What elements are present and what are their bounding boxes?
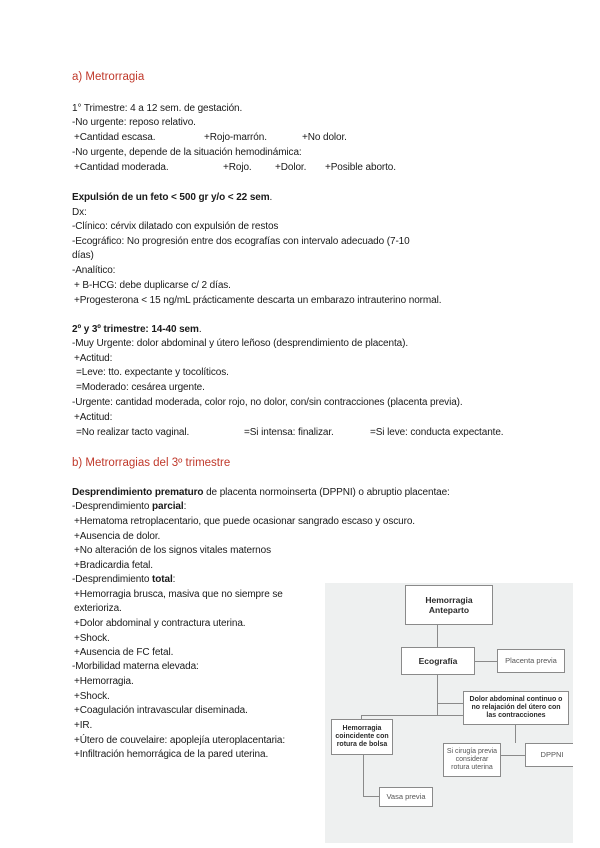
parcial-bold: parcial	[152, 501, 184, 512]
sign-posible-aborto: +Posible aborto.	[325, 162, 396, 173]
morbilidad-item-3: +Coagulación intravascular diseminada.	[74, 705, 248, 716]
parcial-item-1: +Hematoma retroplacentario, que puede ocasionar sangrado escaso y oscuro.	[74, 516, 415, 527]
dppni-line	[72, 486, 450, 500]
trimestre23-title	[72, 323, 202, 337]
parcial-pre: -Desprendimiento	[72, 501, 153, 512]
total-item-4: +Ausencia de FC fetal.	[74, 647, 174, 658]
flow-box-dolor-abdominal: Dolor abdominal continuo o no relajación del útero con las contracciones	[463, 691, 569, 725]
dx-ecografico: -Ecográfico: No progresión entre dos ecografías con intervalo adecuado (7-10	[72, 236, 410, 247]
morbilidad-item-1: +Hemorragia.	[74, 676, 134, 687]
parcial-item-2: +Ausencia de dolor.	[74, 531, 161, 542]
flow-box-hemorragia-bolsa: Hemorragia coincidente con rotura de bolsa	[331, 719, 393, 755]
actitud-2-row	[76, 426, 503, 440]
connector-line	[515, 723, 516, 743]
morbilidad-item-6: +Infiltración hemorrágica de la pared uterina.	[74, 749, 269, 760]
total-item-3: +Shock.	[74, 633, 110, 644]
connector-line	[437, 675, 438, 715]
total-post: :	[172, 574, 176, 585]
morbilidad-item-4: +IR.	[74, 720, 93, 731]
moderate-signs-row	[74, 161, 396, 175]
flow-box-si-cirugia: Si cirugía previa considerar rotura uterina	[443, 743, 501, 777]
muy-urgente-line: -Muy Urgente: dolor abdominal y útero leñoso (desprendimiento de placenta).	[72, 338, 409, 349]
dx-ecografico-cont: días)	[72, 250, 94, 261]
morbilidad-item-5: +Útero de couvelaire: apoplejía uteroplacentaria:	[74, 735, 286, 746]
parcial-heading	[72, 500, 186, 514]
actitud-1: +Actitud:	[74, 353, 113, 364]
no-urgente-hemodinamica: -No urgente, depende de la situación hemodinámica:	[72, 147, 302, 158]
connector-line	[437, 703, 463, 704]
actitud-2: +Actitud:	[74, 412, 113, 423]
hemorragia-anteparto-flowchart	[325, 583, 573, 843]
flow-box-ecografia: Ecografía	[401, 647, 475, 675]
connector-line	[361, 715, 471, 716]
expulsion-title	[72, 191, 272, 205]
dx-label: Dx:	[72, 207, 87, 218]
connector-line	[437, 625, 438, 647]
dppni-rest: de placenta normoinserta (DPPNI) o abruptio placentae:	[203, 487, 450, 498]
total-bold: total	[152, 574, 173, 585]
sign-cantidad-escasa: +Cantidad escasa.	[74, 132, 156, 143]
morbilidad-heading: -Morbilidad materna elevada:	[72, 661, 199, 672]
flow-box-hemorragia-anteparto: Hemorragia Anteparto	[405, 585, 493, 625]
morbilidad-item-2: +Shock.	[74, 691, 110, 702]
sign-rojo-marron: +Rojo-marrón.	[204, 132, 267, 143]
section-a-title: a) Metrorragia	[72, 71, 145, 83]
expulsion-title-bold: Expulsión de un feto < 500 gr y/o < 22 sem	[72, 192, 270, 203]
total-pre: -Desprendimiento	[72, 574, 153, 585]
expulsion-title-tail: .	[269, 192, 273, 203]
dx-analitico: -Analítico:	[72, 265, 116, 276]
dx-bhcg: + B-HCG: debe duplicarse c/ 2 días.	[74, 280, 231, 291]
si-intensa-finalizar: =Si intensa: finalizar.	[244, 427, 334, 438]
sign-cantidad-moderada: +Cantidad moderada.	[74, 162, 169, 173]
total-item-2: +Dolor abdominal y contractura uterina.	[74, 618, 246, 629]
connector-line	[363, 796, 379, 797]
connector-line	[500, 755, 526, 756]
flow-box-placenta-previa: Placenta previa	[497, 649, 565, 673]
dx-progesterona: +Progesterona < 15 ng/mL prácticamente descarta un embarazo intrauterino normal.	[74, 295, 442, 306]
connector-line	[363, 755, 364, 797]
no-tacto-vaginal: =No realizar tacto vaginal.	[76, 427, 190, 438]
section-b-title: b) Metrorragias del 3º trimestre	[72, 457, 231, 469]
actitud-moderado: =Moderado: cesárea urgente.	[76, 382, 205, 393]
si-leve-expectante: =Si leve: conducta expectante.	[370, 427, 504, 438]
sign-rojo: +Rojo.	[223, 162, 252, 173]
total-item-1: +Hemorragia brusca, masiva que no siempre se	[74, 589, 283, 600]
total-item-1-cont: exterioriza.	[74, 603, 122, 614]
parcial-post: :	[183, 501, 187, 512]
sign-no-dolor: +No dolor.	[302, 132, 347, 143]
dx-clinico: -Clínico: cérvix dilatado con expulsión de restos	[72, 221, 279, 232]
parcial-item-3: +No alteración de los signos vitales maternos	[74, 545, 271, 556]
actitud-leve: =Leve: tto. expectante y tocolíticos.	[76, 367, 229, 378]
trimestre23-title-bold: 2º y 3º trimestre: 14-40 sem	[72, 324, 199, 335]
trimestre23-title-tail: .	[198, 324, 202, 335]
no-urgente-reposo: -No urgente: reposo relativo.	[72, 117, 196, 128]
no-urgente-signs-row	[74, 131, 347, 145]
parcial-item-4: +Bradicardia fetal.	[74, 560, 153, 571]
urgente-line: -Urgente: cantidad moderada, color rojo, no dolor, con/sin contracciones (placenta previa).	[72, 397, 463, 408]
connector-line	[474, 661, 498, 662]
flow-box-dppni: DPPNI	[525, 743, 573, 767]
sign-dolor: +Dolor.	[275, 162, 307, 173]
first-trimester-line: 1° Trimestre: 4 a 12 sem. de gestación.	[72, 103, 243, 114]
flow-box-vasa-previa: Vasa previa	[379, 787, 433, 807]
dppni-bold: Desprendimiento prematuro	[72, 487, 204, 498]
total-heading	[72, 573, 175, 587]
